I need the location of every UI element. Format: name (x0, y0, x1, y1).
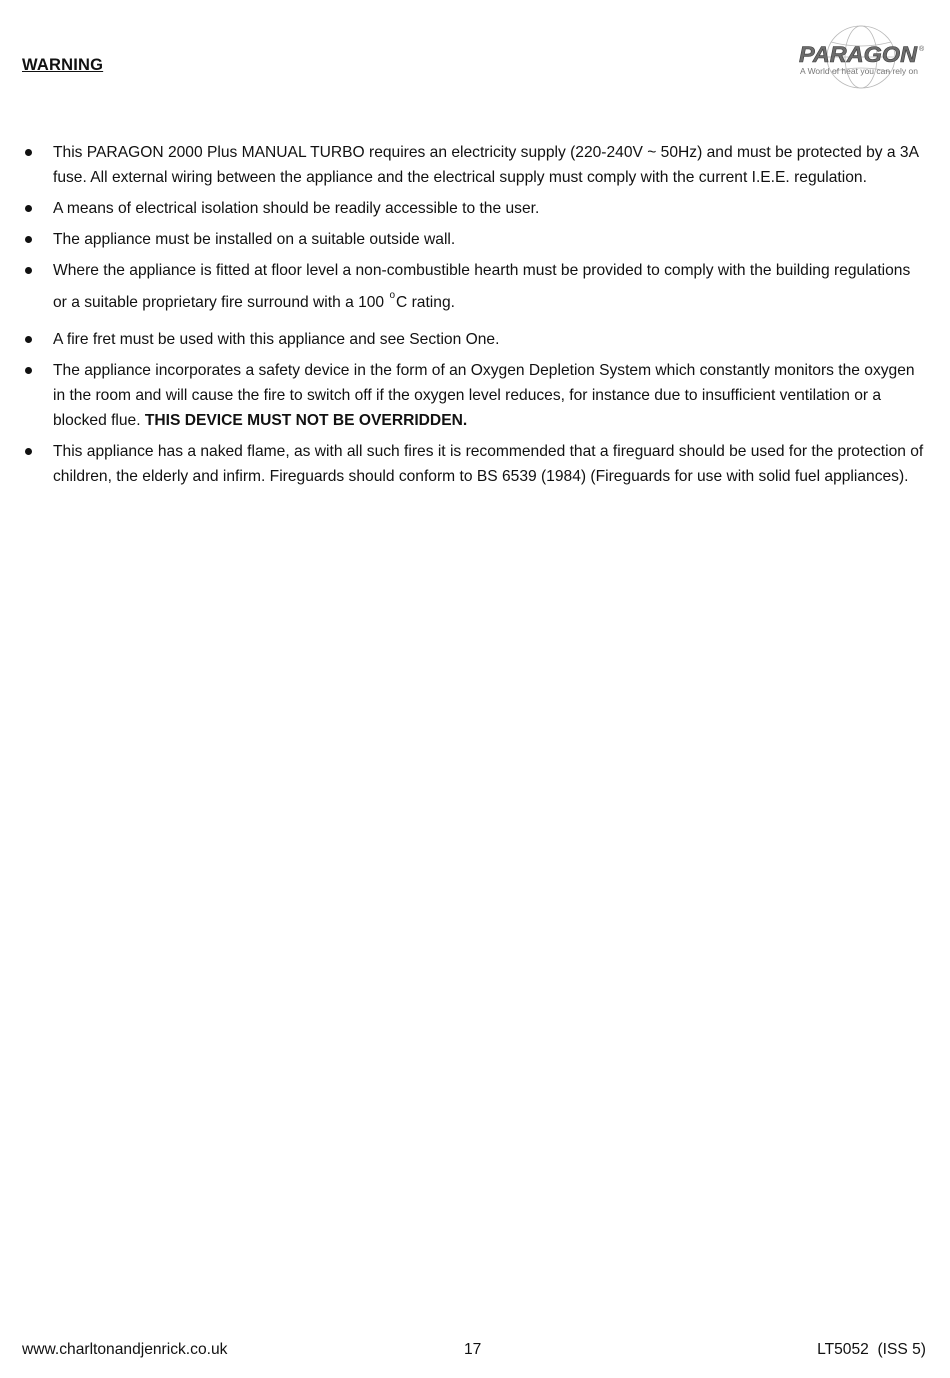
list-item-text: A fire fret must be used with this appliance and see Section One. (53, 331, 500, 348)
list-item (22, 358, 928, 433)
list-item-text: Where the appliance is fitted at floor level a non-combustible hearth must be provided to comply with the building regulations or a suitable proprietary fire surround with a 100 (53, 262, 911, 311)
list-item (22, 140, 928, 190)
bullet-icon (25, 205, 32, 212)
list-item-text-end: C rating. (396, 294, 455, 311)
list-item-text: The appliance incorporates a safety device in the form of an Oxygen Depletion System which constantly monitors the oxygen in the room and will cause the fire to switch off if the oxygen level reduces, for instance due to insufficient ventilation or a blocked flue. (53, 362, 915, 429)
bullet-icon (25, 367, 32, 374)
bullet-icon (25, 448, 32, 455)
paragon-logo (793, 24, 929, 90)
logo-brand: PARAGON (799, 42, 919, 67)
bullet-icon (25, 149, 32, 156)
list-item-text: A means of electrical isolation should be readily accessible to the user. (53, 200, 540, 217)
list-item (22, 196, 928, 221)
warning-list (22, 140, 928, 495)
footer-page-number: 17 (464, 1341, 482, 1358)
list-item (22, 255, 928, 321)
footer-website: www.charltonandjenrick.co.uk (22, 1341, 228, 1358)
list-item (22, 327, 928, 352)
list-item-text: This appliance has a naked flame, as with all such fires it is recommended that a fireguard should be used for the protection of children, the elderly and infirm. Fireguards should conform to BS 6539 (1984) (Fireguards for use with solid fuel appliances). (53, 443, 924, 485)
list-item (22, 227, 928, 252)
list-item-text: This PARAGON 2000 Plus MANUAL TURBO requires an electricity supply (220-240V ~ 50Hz) and must be protected by a 3A fuse. All external wiring between the appliance and the electrical supply must comply with the current I.E.E. regulation. (53, 144, 919, 186)
list-item (22, 439, 928, 489)
bullet-icon (25, 236, 32, 243)
footer-doc-ref: LT5052 (ISS 5) (817, 1341, 926, 1358)
bullet-icon (25, 336, 32, 343)
list-item-text: The appliance must be installed on a suitable outside wall. (53, 231, 456, 248)
override-warning: THIS DEVICE MUST NOT BE OVERRIDDEN. (144, 412, 468, 429)
logo-tagline: A World of heat you can rely on (800, 67, 919, 76)
bullet-icon (25, 267, 32, 274)
logo-trademark: ® (919, 46, 925, 53)
page-title: WARNING (22, 56, 104, 74)
degree-superscript: o (389, 290, 396, 301)
